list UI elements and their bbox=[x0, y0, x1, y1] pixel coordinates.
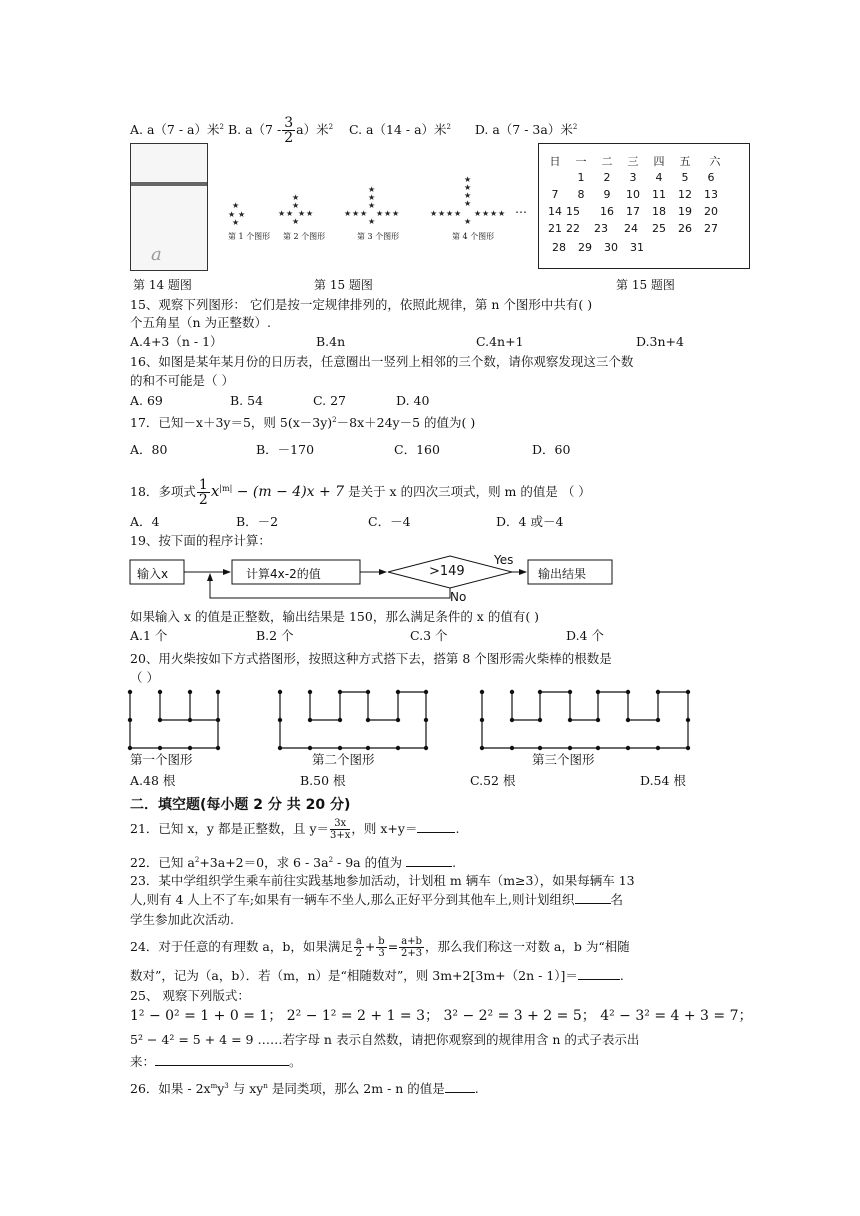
q20-line1: 20、用火柴按如下方式搭图形，按照这种方式搭下去，搭第 8 个图形需火柴棒的根数是 bbox=[130, 651, 612, 666]
q19-line1: 19、按下面的程序计算： bbox=[130, 533, 271, 548]
q17-option-c: C．160 bbox=[394, 442, 440, 457]
cal-day: 24 bbox=[624, 222, 638, 235]
star: ★ bbox=[352, 209, 360, 218]
star: ★ bbox=[232, 218, 240, 227]
q18-option-c: C．－4 bbox=[368, 514, 411, 529]
cal-day: 30 bbox=[604, 241, 618, 254]
q22-line: 22．已知 $a^2+3a+2=0$，求 $6 - 3a^2 - 9a$ 的值为 . bbox=[130, 855, 457, 871]
star: ★ bbox=[306, 209, 314, 218]
star: ★ bbox=[232, 201, 240, 210]
q20-option-a: A.48 根 bbox=[130, 773, 176, 788]
q25-line4: 来： 。 bbox=[130, 1054, 302, 1069]
q23-line1: 23．某中学组织学生乘车前往实践基地参加活动，计划租 m 辆车（m≥3），如果每辆车 13 bbox=[130, 873, 635, 888]
q15-option-b: B.4n bbox=[316, 334, 346, 349]
q20-matchstick-figures bbox=[130, 686, 690, 750]
star: ★ bbox=[464, 175, 472, 184]
q19-option-d: D.4 个 bbox=[566, 628, 604, 643]
cal-day: 13 bbox=[704, 188, 718, 201]
star: ★ bbox=[228, 210, 236, 219]
star: ★ bbox=[292, 217, 300, 226]
q17-option-d: D．60 bbox=[532, 442, 571, 457]
q24-answer-blank[interactable] bbox=[578, 979, 620, 980]
cal-day: 20 bbox=[704, 205, 718, 218]
q26-answer-blank[interactable] bbox=[445, 1092, 475, 1093]
cal-day: 22 bbox=[566, 222, 580, 235]
q24-line1: 24．对于任意的有理数 a，b，如果满足 $\frac{a}{2}$ + $\frac{b}{3}$ = $\frac{a+b}{2+3}$ ，那么我们称这一对数 a，b 为“相随 bbox=[130, 936, 630, 959]
q25-line2: 1² − 0² = 1 + 0 = 1； 2² − 1² = 2 + 1 = 3； 3² − 2² = 3 + 2 = 5； 4² − 3² = 4 + 3 = 7； bbox=[130, 1008, 753, 1024]
q18-option-a: A．4 bbox=[130, 514, 160, 529]
q20-caption-1: 第一个图形 bbox=[130, 752, 193, 767]
cal-day: 29 bbox=[578, 241, 592, 254]
cal-day: 11 bbox=[652, 188, 666, 201]
cal-day: 31 bbox=[630, 241, 644, 254]
star: ★ bbox=[298, 209, 306, 218]
star: ★ bbox=[384, 209, 392, 218]
figure-15-label-1: 第 1 个图形 bbox=[228, 232, 271, 241]
cal-header: 日 bbox=[549, 155, 561, 168]
cal-day: 25 bbox=[652, 222, 666, 235]
q25-line3: 5² − 4² = 5 + 4 = 9 ……若字母 n 表示自然数，请把你观察到的规律用含 n 的式子表示出 bbox=[130, 1032, 640, 1047]
star: ★ bbox=[464, 183, 472, 192]
star: ★ bbox=[368, 201, 376, 210]
q18-line: 18．多项式 $\frac{1}{2}$ $x^{|m|} - (m - 4)x + 7$ 是关于 x 的四次三项式，则 m 的值是 （ ） bbox=[130, 477, 591, 509]
cal-day: 1 bbox=[577, 171, 585, 184]
star: ★ bbox=[368, 217, 376, 226]
star: ★ bbox=[454, 209, 462, 218]
cal-header: 一 bbox=[575, 155, 587, 168]
star: ★ bbox=[446, 209, 454, 218]
cal-day: 6 bbox=[707, 171, 715, 184]
cal-header: 三 bbox=[627, 155, 639, 168]
q25-answer-blank[interactable] bbox=[155, 1065, 289, 1066]
q19-line2: 如果输入 x 的值是正整数，输出结果是 150，那么满足条件的 x 的值有( ) bbox=[130, 609, 540, 624]
q17-option-b: B．－170 bbox=[256, 442, 315, 457]
calendar-caption: 第 15 题图 bbox=[616, 278, 675, 292]
figure-14 bbox=[130, 143, 208, 271]
q20-option-b: B.50 根 bbox=[300, 773, 346, 788]
cal-day: 19 bbox=[678, 205, 692, 218]
q26-line: 26．如果 - $2x^my^3$ 与 $xy^n$ 是同类项，那么 2m - n 的值是 . bbox=[130, 1081, 479, 1097]
cal-day: 8 bbox=[577, 188, 585, 201]
q18-option-d: D．4 或－4 bbox=[496, 514, 564, 529]
star: ★ bbox=[238, 210, 246, 219]
q15-option-d: D.3n+4 bbox=[636, 334, 684, 349]
star: ★ bbox=[464, 191, 472, 200]
cal-day: 17 bbox=[626, 205, 640, 218]
q17-line: 17．已知－x＋3y＝5，则 $5(x-3y)^2-8x+24y-5$ 的值为( ) bbox=[130, 415, 476, 431]
q25-line1: 25、 观察下列版式： bbox=[130, 988, 250, 1003]
q20-caption-2: 第二个图形 bbox=[312, 752, 375, 767]
q20-option-d: D.54 根 bbox=[640, 773, 686, 788]
star: ★ bbox=[368, 185, 376, 194]
cal-day: 21 bbox=[548, 222, 562, 235]
star: ★ bbox=[344, 209, 352, 218]
q23-line2: 人,则有 4 人上不了车;如果有一辆车不坐人,那么正好平分到其他车上,则计划组织 名 bbox=[130, 892, 624, 907]
figure-15-label-3: 第 3 个图形 bbox=[357, 232, 400, 241]
q15-line1: 15、观察下列图形： 它们是按一定规律排列的，依照此规律，第 n 个图形中共有( ) bbox=[130, 297, 593, 312]
q22-answer-blank[interactable] bbox=[406, 866, 452, 867]
q16-line2: 的和不可能是（ ） bbox=[130, 373, 234, 388]
cal-header: 四 bbox=[653, 155, 665, 168]
cal-header: 六 bbox=[709, 155, 721, 168]
cal-header: 二 bbox=[601, 155, 613, 168]
cal-day: 7 bbox=[551, 188, 559, 201]
figure-15-label-4: 第 4 个图形 bbox=[452, 232, 495, 241]
cal-day: 28 bbox=[552, 241, 566, 254]
cal-day: 27 bbox=[704, 222, 718, 235]
q20-line2: （ ） bbox=[130, 670, 159, 685]
star: ★ bbox=[464, 199, 472, 208]
star: ★ bbox=[438, 209, 446, 218]
star: ★ bbox=[292, 193, 300, 202]
q16-line1: 16、如图是某年某月份的日历表，任意圈出一竖列上相邻的三个数，请你观察发现这三个数 bbox=[130, 354, 634, 369]
q23-line3: 学生参加此次活动. bbox=[130, 912, 234, 927]
cal-day: 10 bbox=[626, 188, 640, 201]
section-2-heading: 二．填空题(每小题 2 分 共 20 分) bbox=[130, 797, 351, 813]
q19-option-c: C.3 个 bbox=[410, 628, 448, 643]
q19-option-a: A.1 个 bbox=[130, 628, 168, 643]
q19-option-b: B.2 个 bbox=[256, 628, 294, 643]
star: ★ bbox=[292, 201, 300, 210]
cal-day: 9 bbox=[603, 188, 611, 201]
cal-day: 3 bbox=[629, 171, 637, 184]
star: ★ bbox=[368, 193, 376, 202]
q20-option-c: C.52 根 bbox=[470, 773, 516, 788]
q15-line2: 个五角星（n 为正整数）. bbox=[130, 315, 271, 330]
star: ★ bbox=[474, 209, 482, 218]
q21-line: 21．已知 x，y 都是正整数，且 y＝ $\frac{3x}{3+x}$ ，则 x+y＝ . bbox=[130, 818, 460, 841]
star: ★ bbox=[392, 209, 400, 218]
figure-15-caption: 第 15 题图 bbox=[314, 278, 373, 292]
q17-option-a: A．80 bbox=[130, 442, 168, 457]
figure-14-caption: 第 14 题图 bbox=[133, 278, 192, 292]
star: ★ bbox=[430, 209, 438, 218]
cal-day: 18 bbox=[652, 205, 666, 218]
star: ★ bbox=[278, 209, 286, 218]
cal-day: 4 bbox=[655, 171, 663, 184]
star: ★ bbox=[286, 209, 294, 218]
calendar bbox=[538, 143, 750, 269]
flow-compute-label: 计算4x-2的值 bbox=[246, 567, 321, 581]
cal-day: 23 bbox=[594, 222, 608, 235]
q16-option-b: B. 54 bbox=[230, 393, 264, 408]
flow-output-label: 输出结果 bbox=[538, 567, 587, 581]
q18-option-b: B．－2 bbox=[236, 514, 279, 529]
q24-line2: 数对”，记为（a，b）．若（m，n）是“相随数对”，则 3m+2[3m+（2n - 1）]＝ . bbox=[130, 968, 624, 983]
cal-day: 15 bbox=[566, 205, 580, 218]
flow-yes-label: Yes bbox=[494, 553, 514, 567]
cal-day: 2 bbox=[603, 171, 611, 184]
q16-option-a: A. 69 bbox=[130, 393, 163, 408]
star: ★ bbox=[464, 217, 472, 226]
cal-day: 12 bbox=[678, 188, 692, 201]
q21-answer-blank[interactable] bbox=[417, 832, 455, 833]
cal-day: 14 bbox=[548, 205, 562, 218]
q20-caption-3: 第三个图形 bbox=[532, 752, 595, 767]
cal-header: 五 bbox=[679, 155, 691, 168]
q16-option-c: C. 27 bbox=[313, 393, 346, 408]
flow-no-label: No bbox=[450, 590, 467, 604]
star: ★ bbox=[498, 209, 506, 218]
flow-condition-label: >149 bbox=[429, 564, 465, 579]
star: ★ bbox=[482, 209, 490, 218]
q14-options: A. a（7 - a）米$^2$ B. a（7 - $\frac{3}{2}$ a）米$^2$ C. a（14 - a）米$^2$ D. a（7 - 3a）米$^2$ bbox=[130, 115, 578, 146]
cal-day: 5 bbox=[681, 171, 689, 184]
star: ★ bbox=[490, 209, 498, 218]
figure-15-ellipsis: … bbox=[515, 202, 527, 216]
star: ★ bbox=[360, 209, 368, 218]
flow-input-label: 输入x bbox=[137, 567, 169, 581]
cal-day: 16 bbox=[600, 205, 614, 218]
q16-option-d: D. 40 bbox=[396, 393, 430, 408]
figure-14-letter: a bbox=[151, 244, 162, 265]
figure-15-label-2: 第 2 个图形 bbox=[283, 232, 326, 241]
q15-option-c: C.4n+1 bbox=[476, 334, 524, 349]
star: ★ bbox=[376, 209, 384, 218]
cal-day: 26 bbox=[678, 222, 692, 235]
figure-14-band bbox=[131, 182, 207, 186]
q23-answer-blank[interactable] bbox=[575, 903, 611, 904]
q15-option-a: A.4+3（n - 1） bbox=[130, 334, 223, 349]
